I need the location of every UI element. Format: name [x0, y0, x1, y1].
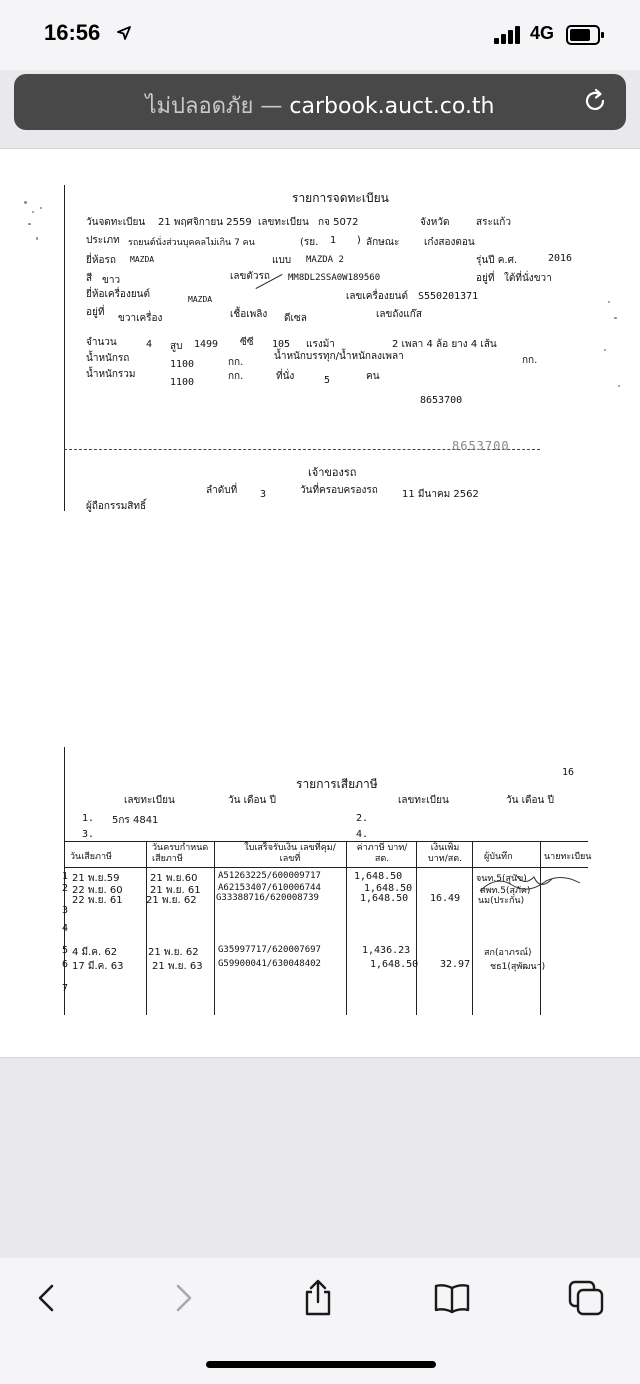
ry-value: 1: [330, 235, 337, 246]
header-extra: เงินเพิ่ม บาท/สต.: [428, 843, 462, 864]
recorder: สพท.5(สุภัค): [480, 886, 531, 896]
color-label: สี: [86, 273, 93, 284]
row-number: 4: [62, 923, 69, 934]
url-domain: carbook.auct.co.th: [289, 94, 495, 119]
vin-label: เลขตัวรถ: [230, 271, 270, 282]
registration-document: [0, 149, 640, 519]
owner-title: เจ้าของรถ: [308, 466, 357, 479]
tax-amount: 1,648.50: [354, 871, 403, 882]
model-label: แบบ: [272, 255, 292, 266]
color: ขาว: [102, 275, 121, 286]
paid-date: 17 มี.ค. 63: [72, 961, 124, 972]
receipt-no: A51263225/600009717: [218, 871, 321, 881]
tax-amount: 1,436.23: [362, 945, 411, 956]
vin-location-label: อยู่ที่: [476, 273, 495, 284]
due-date: 21 พ.ย. 63: [152, 961, 203, 972]
paid-date: 22 พ.ย. 60: [72, 885, 123, 896]
registration-title: รายการจดทะเบียน: [292, 191, 389, 205]
engine-location-label: อยู่ที่: [86, 307, 105, 318]
reg-no-label: เลขทะเบียน: [258, 217, 309, 228]
date-column-1: วัน เดือน ปี: [228, 795, 276, 806]
serial-number: 8653700: [420, 395, 463, 406]
tabs-button[interactable]: [566, 1278, 606, 1318]
location-arrow-icon: [117, 26, 131, 40]
receipt-no: G59900041/630048402: [218, 959, 321, 969]
network-type: 4G: [530, 23, 555, 43]
entry-1-no: 1.: [82, 813, 95, 824]
province: สระแก้ว: [476, 217, 511, 228]
receipt-no: G33388716/620008739: [216, 893, 319, 903]
person-unit: คน: [366, 371, 380, 382]
order-number: 3: [260, 489, 267, 500]
recorder: จนท.5(สุนัข): [476, 874, 527, 884]
tax-title: รายการเสียภาษี: [296, 777, 378, 791]
header-tax: ค่าภาษี บาท/สต.: [356, 843, 408, 864]
due-date: 21 พ.ย. 62: [148, 947, 199, 958]
province-label: จังหวัด: [420, 217, 450, 228]
reg-date: 21 พฤศจิกายน 2559: [158, 217, 252, 228]
hp-label: แรงม้า: [306, 339, 335, 350]
url-separator: —: [260, 94, 283, 119]
stamp-scribble: [476, 871, 586, 901]
type-value: รถยนต์นั่งส่วนบุคคลไม่เกิน 7 คน: [128, 238, 255, 248]
fuel: ดีเซล: [284, 313, 307, 324]
kg-unit-1: กก.: [228, 357, 244, 368]
back-button[interactable]: [28, 1278, 68, 1318]
bookmarks-button[interactable]: [432, 1278, 472, 1318]
cylinder-label: สูบ: [170, 341, 183, 352]
entry-2-no: 2.: [356, 813, 369, 824]
paid-date: 22 พ.ย. 61: [72, 895, 123, 906]
ry-close: ): [356, 235, 363, 246]
year: 2016: [548, 253, 573, 264]
header-due-date: วันครบกำหนด เสียภาษี: [152, 843, 209, 864]
kg-unit-3: กก.: [228, 371, 244, 382]
address-bar[interactable]: [14, 74, 626, 130]
paid-date: 4 มี.ค. 62: [72, 947, 118, 958]
engine-no: S550201371: [418, 291, 479, 302]
axle-info: 2 เพลา 4 ล้อ ยาง 4 เส้น: [392, 339, 497, 350]
seats-label: ที่นั่ง: [276, 371, 295, 382]
recorder: ชธ1(สุพัฒนา): [490, 962, 546, 972]
header-registrar: นายทะเบียน: [544, 852, 592, 862]
brand-label: ยี่ห้อรถ: [86, 255, 116, 266]
gross-weight-label: น้ำหนักรวม: [86, 369, 136, 380]
due-date: 21 พ.ย. 62: [146, 895, 197, 906]
engine-brand-label: ยี่ห้อเครื่องยนต์: [86, 289, 151, 300]
reg-no: กจ 5072: [318, 217, 359, 228]
cellular-signal-icon: [494, 24, 522, 44]
style-label: ลักษณะ: [366, 237, 400, 248]
reg-date-label: วันจดทะเบียน: [86, 217, 146, 228]
battery-icon: [566, 25, 600, 45]
type-label: ประเภท: [86, 235, 120, 246]
gas-tank-label: เลขถังแก๊ส: [376, 309, 422, 320]
row-number: 5: [62, 945, 69, 956]
brand: MAZDA: [130, 255, 155, 264]
engine-brand: MAZDA: [188, 295, 213, 304]
reg-column-2: เลขทะเบียน: [398, 795, 449, 806]
fuel-label: เชื้อเพลิง: [230, 309, 268, 320]
gross-weight: 1100: [170, 377, 195, 388]
tax-table: [62, 841, 592, 1015]
engine-cc: 1499: [194, 339, 219, 350]
kg-unit-2: กก.: [522, 355, 538, 366]
extra-amount: 32.97: [440, 959, 471, 970]
recorder: สก(อาภรณ์): [484, 948, 532, 958]
page-number: 16: [562, 767, 575, 778]
share-button[interactable]: [298, 1278, 338, 1318]
reload-icon[interactable]: [582, 88, 608, 114]
status-bar: [0, 0, 640, 70]
weight-label: น้ำหนักรถ: [86, 353, 130, 364]
home-indicator[interactable]: [206, 1361, 436, 1368]
row-number: 1: [62, 871, 69, 882]
row-number: 7: [62, 983, 69, 994]
row-number: 6: [62, 959, 69, 970]
paid-date: 21 พ.ย.59: [72, 873, 120, 884]
year-label: รุ่นปี ค.ศ.: [476, 255, 518, 266]
possess-date-label: วันที่ครอบครองรถ: [300, 485, 378, 496]
tax-amount: 1,648.50: [364, 883, 413, 894]
tax-document: [0, 739, 640, 1029]
count-label: จำนวน: [86, 337, 117, 348]
holder-label: ผู้ถือกรรมสิทธิ์: [86, 501, 147, 512]
receipt-no: G35997717/620007697: [218, 945, 321, 955]
horsepower: 105: [272, 339, 291, 350]
address-bar-text[interactable]: [14, 88, 626, 123]
model: MAZDA 2: [306, 255, 344, 265]
vin: MM8DL2SSA0W189560: [288, 273, 381, 283]
header-receipt: ใบเสร็จรับเงิน เลขที่คุม/เลขที่: [244, 843, 336, 864]
entry-1-reg: 5กร 4841: [112, 815, 159, 826]
web-page: [0, 148, 640, 1058]
vehicle-weight: 1100: [170, 359, 195, 370]
possess-date: 11 มีนาคม 2562: [402, 489, 479, 500]
row-number: 3: [62, 905, 69, 916]
ry-label: (รย.: [300, 237, 319, 248]
cylinders: 4: [146, 339, 153, 350]
engine-location: ขวาเครื่อง: [118, 313, 163, 324]
style-value: เก๋งสองตอน: [424, 237, 475, 248]
header-recorder: ผู้บันทึก: [484, 852, 513, 862]
security-warning: ไม่ปลอดภัย: [145, 94, 254, 119]
reg-column-1: เลขทะเบียน: [124, 795, 175, 806]
status-time: 16:56: [44, 20, 101, 45]
load-label: น้ำหนักบรรทุก/น้ำหนักลงเพลา: [274, 351, 404, 362]
engine-no-label: เลขเครื่องยนต์: [346, 291, 408, 302]
row-number: 2: [62, 883, 69, 894]
cc-label: ซีซี: [240, 337, 254, 348]
serial-watermark: 8653700: [452, 439, 510, 453]
order-label: ลำดับที่: [206, 485, 238, 496]
forward-button[interactable]: [162, 1278, 202, 1318]
tax-amount: 1,648.50: [360, 893, 409, 904]
due-date: 21 พ.ย.60: [150, 873, 198, 884]
receipt-no: A62153407/610006744: [218, 883, 321, 893]
extra-amount: 16.49: [430, 893, 461, 904]
header-paid-date: วันเสียภาษี: [70, 852, 112, 862]
entry-4-no: 4.: [356, 829, 369, 840]
seats: 5: [324, 375, 331, 386]
vin-location: ใต้ที่นั่งขวา: [504, 273, 552, 284]
date-column-2: วัน เดือน ปี: [506, 795, 554, 806]
tax-amount: 1,648.50: [370, 959, 419, 970]
recorder: นม(ประกัน): [478, 896, 525, 906]
entry-3-no: 3.: [82, 829, 95, 840]
due-date: 21 พ.ย. 61: [150, 885, 201, 896]
